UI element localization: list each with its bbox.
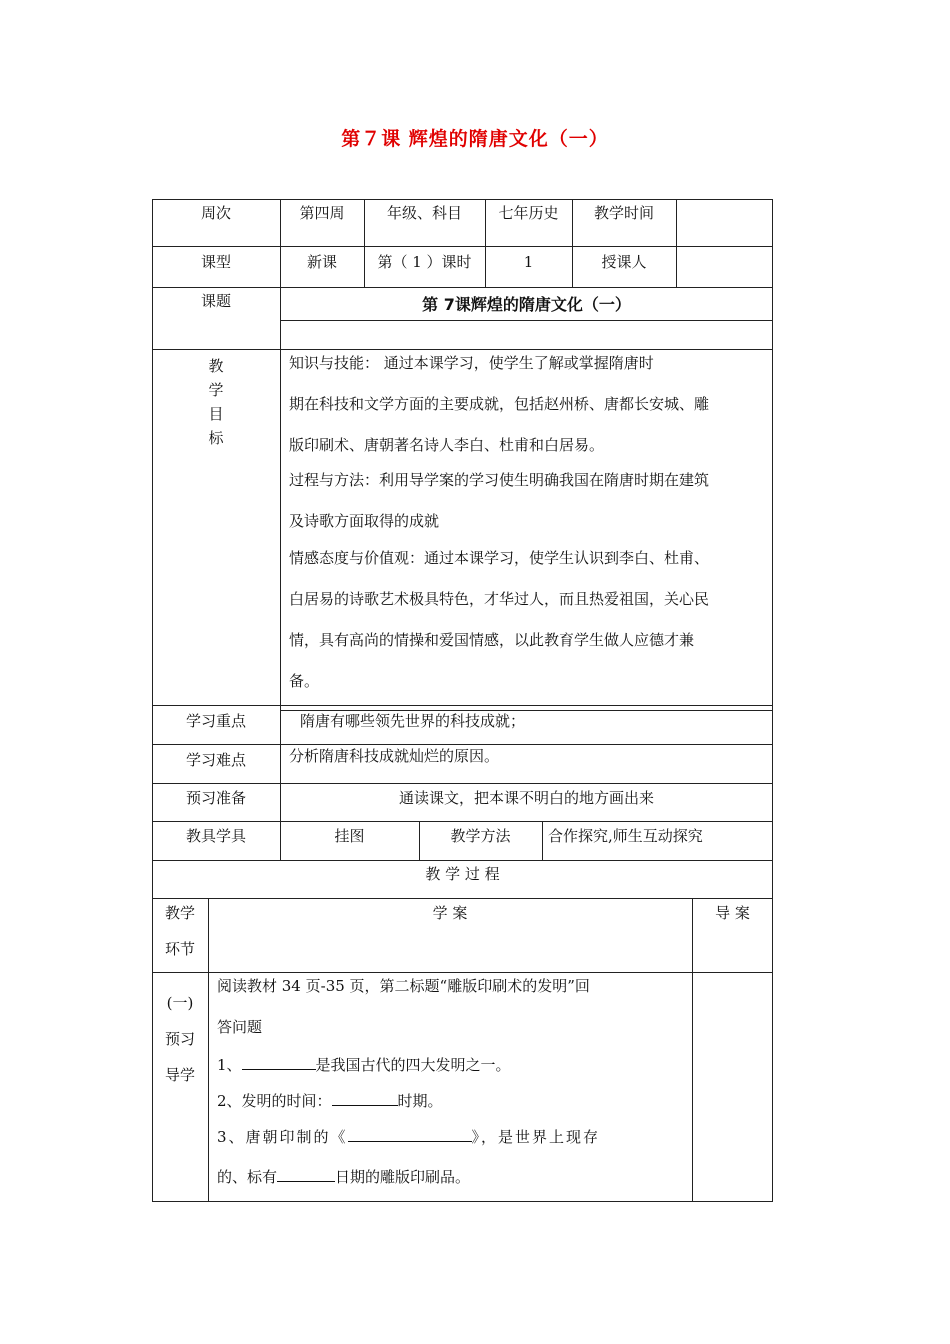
key-point-value: 隋唐有哪些领先世界的科技成就； <box>300 712 526 730</box>
objectives-label-char: 学 <box>208 381 224 399</box>
row-divider <box>152 744 773 745</box>
row-divider <box>152 287 773 288</box>
objectives-line: 情，具有高尚的情操和爱国情感，以此教育学生做人应德才兼 <box>289 631 695 649</box>
stage-header-line1: 教学 <box>164 904 195 922</box>
row-divider <box>152 783 773 784</box>
col-divider <box>692 898 693 1202</box>
question-1-suffix: 是我国古代的四大发明之一。 <box>315 1056 511 1074</box>
fill-blank[interactable] <box>242 1054 316 1070</box>
objectives-line: 情感态度与价值观：通过本课学习，使学生认识到李白、杜甫、 <box>289 549 710 567</box>
objectives-line: 白居易的诗歌艺术极具特色，才华过人，而且热爱祖国，关心民 <box>289 590 710 608</box>
stage-header-line2: 环节 <box>164 940 195 958</box>
key-point-label: 学习重点 <box>185 712 246 730</box>
preparation-label: 预习准备 <box>185 789 246 807</box>
row-divider <box>280 320 773 321</box>
fill-blank[interactable] <box>277 1166 335 1182</box>
method-label: 教学方法 <box>450 827 511 845</box>
study-plan-header: 学 案 <box>432 904 468 922</box>
section1-label-line: 导学 <box>164 1066 195 1084</box>
fill-blank[interactable] <box>332 1090 398 1106</box>
tools-value: 挂图 <box>334 827 365 845</box>
teaching-time-label: 教学时间 <box>593 204 654 222</box>
topic-label: 课题 <box>200 292 231 310</box>
question-3-suffix: 》，是世界上现存 <box>471 1128 601 1146</box>
question-3-continued <box>217 1166 470 1187</box>
col-divider <box>542 821 543 861</box>
objectives-label-char: 目 <box>208 405 224 423</box>
row-divider <box>152 349 773 350</box>
objectives-line: 及诗歌方面取得的成就 <box>289 512 440 530</box>
question-2-suffix: 时期。 <box>397 1092 443 1110</box>
row-divider <box>152 705 773 706</box>
guide-plan-header: 导 案 <box>715 904 750 922</box>
objectives-line: 过程与方法：利用导学案的学习使生明确我国在隋唐时期在建筑 <box>289 471 710 489</box>
objectives-line: 期在科技和文学方面的主要成就，包括赵州桥、唐都长安城、雕 <box>289 395 710 413</box>
objectives-label-char: 教 <box>208 357 224 375</box>
period-value: 1 <box>523 253 534 271</box>
objectives-line: 知识与技能： 通过本课学习，使学生了解或掌握隋唐时 <box>289 354 654 372</box>
lesson-type-value: 新课 <box>306 253 337 271</box>
question-3-line2-prefix: 的、标有 <box>217 1168 278 1186</box>
row-divider <box>152 246 773 247</box>
difficulty-value: 分析隋唐科技成就灿烂的原因。 <box>289 747 500 765</box>
section1-label-line: (一) <box>166 994 194 1012</box>
row-divider <box>152 972 773 973</box>
method-value: 合作探究,师生互动探究 <box>548 827 703 845</box>
question-1 <box>217 1054 511 1075</box>
question-1-prefix: 1、 <box>217 1056 242 1074</box>
document-title: 第７课 辉煌的隋唐文化（一） <box>341 128 609 150</box>
objectives-label-char: 标 <box>208 429 224 447</box>
preparation-value: 通读课文，把本课不明白的地方画出来 <box>398 789 654 807</box>
objectives-line: 版印刷术、唐朝著名诗人李白、杜甫和白居易。 <box>289 436 605 454</box>
grade-subject-value: 七年历史 <box>498 204 559 222</box>
teacher-label: 授课人 <box>601 253 647 271</box>
week-value: 第四周 <box>299 204 345 222</box>
fill-blank[interactable] <box>348 1126 472 1142</box>
question-3-prefix: 3、唐朝印制的《 <box>217 1128 348 1146</box>
grade-subject-label: 年级、科目 <box>386 204 462 222</box>
question-2-prefix: 2、发明的时间： <box>217 1092 332 1110</box>
question-3 <box>217 1126 600 1147</box>
period-label: 第（ 1 ）课时 <box>377 253 472 271</box>
question-3-line2-suffix: 日期的雕版印刷品。 <box>335 1168 471 1186</box>
lesson-type-label: 课型 <box>200 253 231 271</box>
col-divider <box>208 898 209 1202</box>
section1-intro: 阅读教材 34 页-35 页，第二标题“雕版印刷术的发明”回 <box>217 977 590 995</box>
week-label: 周次 <box>200 204 231 222</box>
section1-intro: 答问题 <box>217 1018 263 1036</box>
difficulty-label: 学习难点 <box>185 751 246 769</box>
objectives-line: 备。 <box>289 672 320 690</box>
question-2 <box>217 1090 443 1111</box>
row-divider <box>152 898 773 899</box>
tools-label: 教具学具 <box>185 827 246 845</box>
objectives-label <box>206 354 226 450</box>
topic-value: 第 7课辉煌的隋唐文化（一） <box>422 295 631 314</box>
section1-label-line: 预习 <box>164 1030 195 1048</box>
process-heading: 教 学 过 程 <box>425 865 500 883</box>
col-divider <box>676 199 677 287</box>
row-divider <box>152 821 773 822</box>
